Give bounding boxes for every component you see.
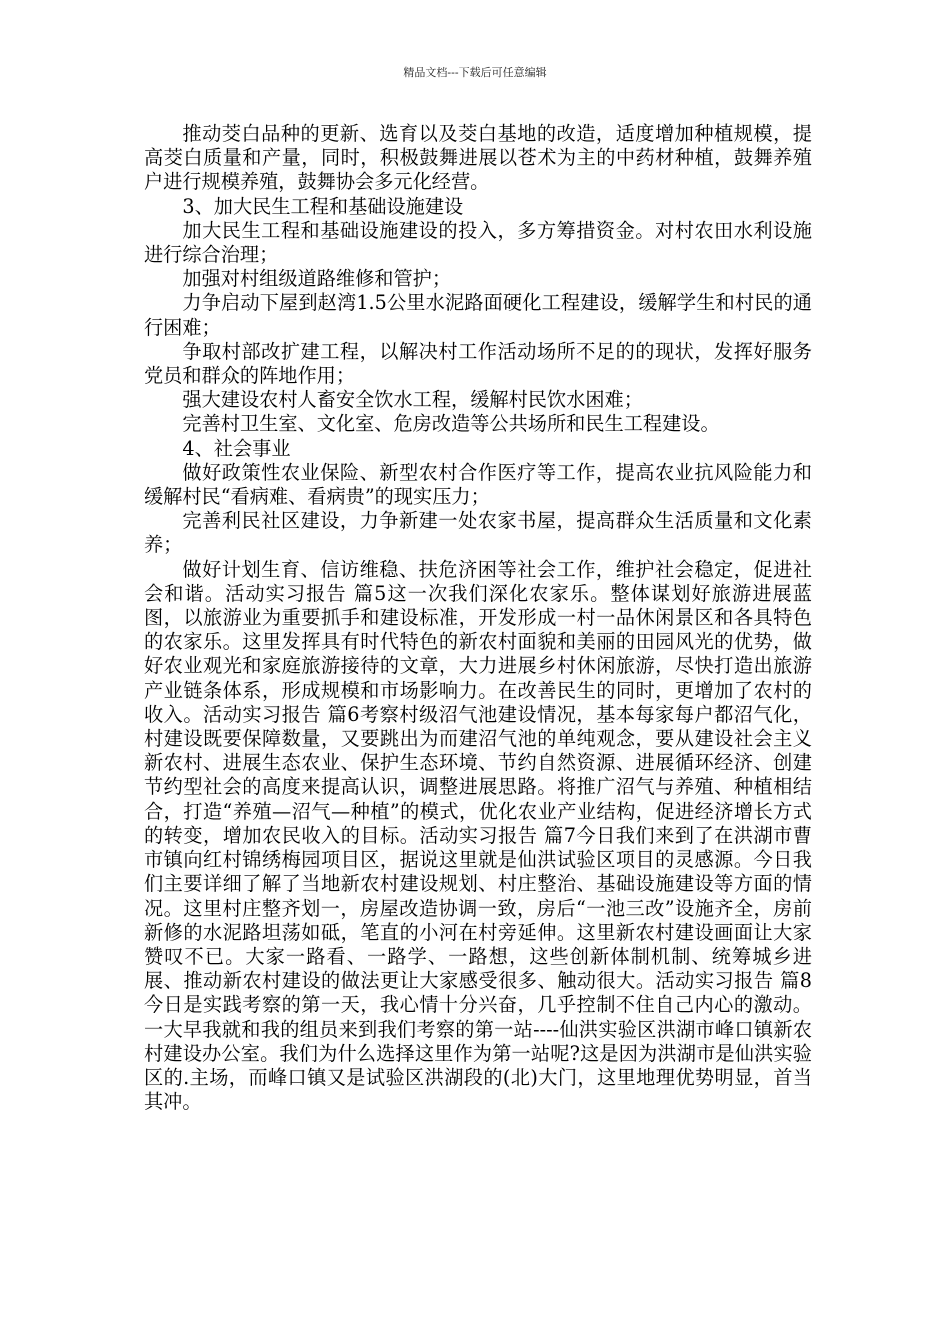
paragraph-1: 推动茭白品种的更新、选育以及茭白基地的改造，适度增加种植规模，提高茭白质量和产量，同时，积极鼓舞进展以苍术为主的中药材种植，鼓舞养殖户进行规模养殖，鼓舞协会多元化经营。 — [144, 122, 812, 194]
paragraph-11: 完善利民社区建设，力争新建一处农家书屋，提高群众生活质量和文化素养； — [144, 509, 812, 557]
paragraph-5: 力争启动下屋到赵湾1.5公里水泥路面硬化工程建设，缓解学生和村民的通行困难； — [144, 291, 812, 339]
paragraph-2: 3、加大民生工程和基础设施建设 — [182, 194, 464, 218]
paragraph-9: 4、社会事业 — [182, 436, 291, 460]
paragraph-6: 争取村部改扩建工程，以解决村工作活动场所不足的的现状，发挥好服务党员和群众的阵地作用； — [144, 339, 812, 388]
paragraph-10: 做好政策性农业保险、新型农村合作医疗等工作，提高农业抗风险能力和缓解村民“看病难、看病贵”的现实压力； — [144, 460, 812, 509]
page-header: 精品文档---下载后可任意编辑 — [403, 66, 547, 79]
paragraph-8: 完善村卫生室、文化室、危房改造等公共场所和民生工程建设。 — [182, 412, 720, 436]
document-body — [144, 122, 812, 1114]
paragraph-7: 强大建设农村人畜安全饮水工程，缓解村民饮水困难； — [182, 388, 643, 412]
paragraph-3: 加大民生工程和基础设施建设的投入，多方筹措资金。对村农田水利设施进行综合治理； — [144, 218, 812, 267]
paragraph-12: 做好计划生育、信访维稳、扶危济困等社会工作，维护社会稳定，促进社会和谐。活动实习报告 篇5这一次我们深化农家乐。整体谋划好旅游进展蓝图，以旅游业为重要抓手和建设标准，开发形成一村一品休闲景区和各具特色的农家乐。这里发挥具有时代特色的新农村面貌和美丽的田园风光的优势，做好农业观光和家庭旅游接待的文章，大力进展乡村休闲旅游，尽快打造出旅游产业链条体系，形成规模和市场影响力。在改善民生的同时，更增加了农村的收入。活动实习报告 篇6考察村级沼气池建设情况，基本每家每户都沼气化，村建设既要保障数量，又要跳出为而建沼气池的单纯观念，要从建设社会主义新农村、进展生态农业、保护生态环境、节约自然资源、进展循环经济、创建节约型社会的高度来提高认识，调整进展思路。将推广沼气与养殖、种植相结合，打造“养殖—沼气—种植”的模式，优化农业产业结构，促进经济增长方式的转变，增加农民收入的目标。活动实习报告 篇7今日我们来到了在洪湖市曹市镇向红村锦绣梅园项目区，据说这里就是仙洪试验区项目的灵感源。今日我们主要详细了解了当地新农村建设规划、村庄整治、基础设施建设等方面的情况。这里村庄整齐划一，房屋改造协调一致，房后“一池三改”设施齐全，房前新修的水泥路坦荡如砥，笔直的小河在村旁延伸。这里新农村建设画面让大家赞叹不已。大家一路看、一路学、一路想，这些创新体制机制、统筹城乡进展、推动新农村建设的做法更让大家感受很多、触动很大。活动实习报告 篇8今日是实践考察的第一天，我心情十分兴奋，几乎控制不住自己内心的激动。一大早我就和我的组员来到我们考察的第一站----仙洪实验区洪湖市峰口镇新农村建设办公室。我们为什么选择这里作为第一站呢?这是因为洪湖市是仙洪实验区的.主场，而峰口镇又是试验区洪湖段的(北)大门，这里地理优势明显，首当其冲。 — [144, 557, 812, 1114]
paragraph-4: 加强对村组级道路维修和管护； — [182, 267, 452, 291]
